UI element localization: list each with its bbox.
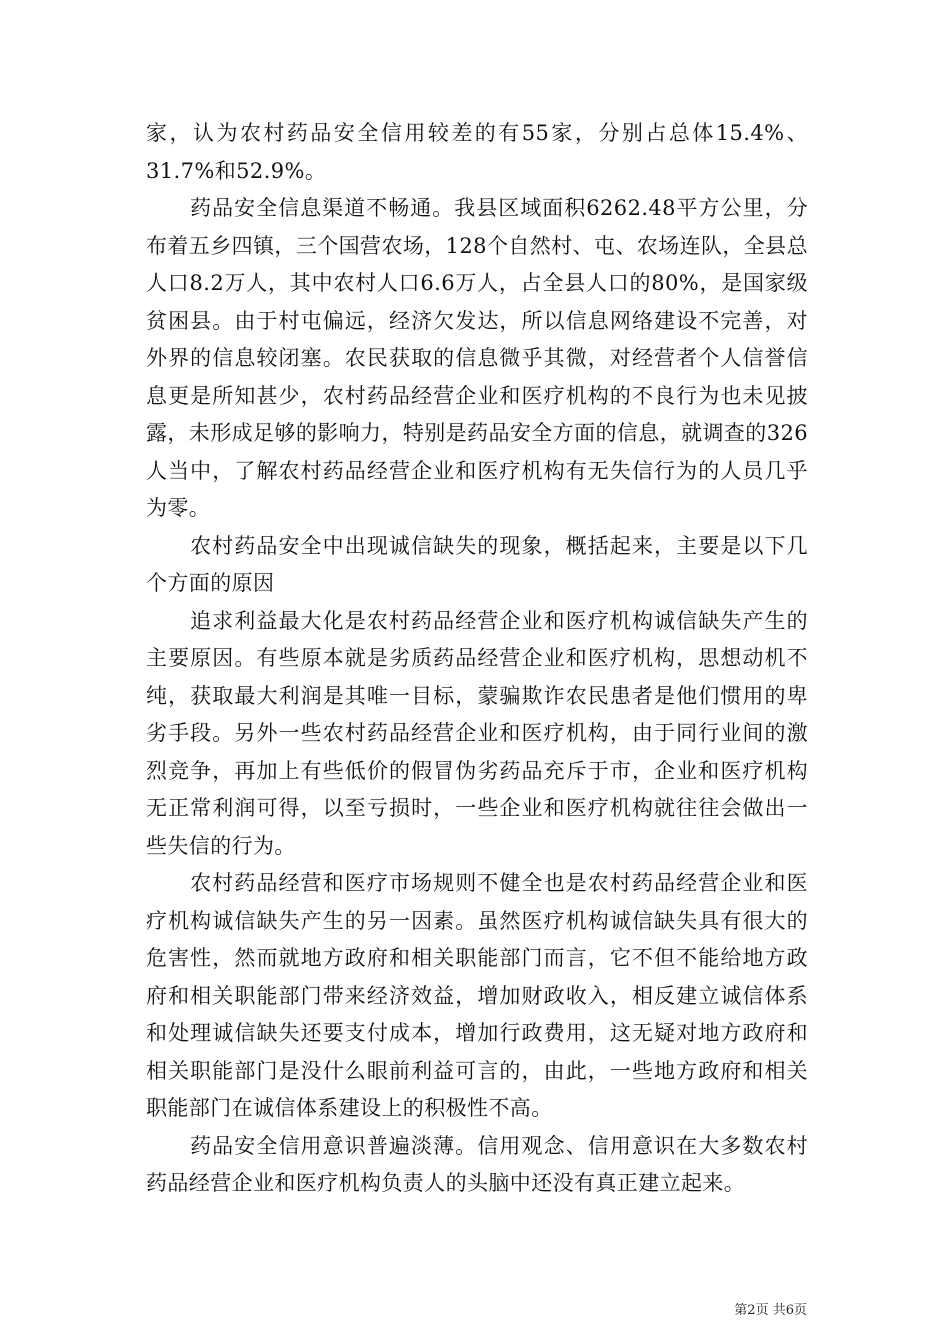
- footer-total-pages: 6: [785, 1303, 794, 1318]
- paragraph-market-rules: 农村药品经营和医疗市场规则不健全也是农村药品经营企业和医疗机构诚信缺失产生的另一因素。虽然医疗机构诚信缺失具有很大的危害性，然而就地方政府和相关职能部门而言，它不但不能给地方政府和相关职能部门带来经济效益，增加财政收入，相反建立诚信体系和处理诚信缺失还要支付成本，增加行政费用，这无疑对地方政府和相关职能部门是没什么眼前利益可言的，由此，一些地方政府和相关职能部门在诚信体系建设上的积极性不高。: [146, 871, 808, 1120]
- footer-current-page: 2: [747, 1303, 756, 1318]
- footer-middle: 页 共: [755, 1303, 786, 1318]
- paragraph-credit-awareness: 药品安全信用意识普遍淡薄。信用观念、信用意识在大多数农村药品经营企业和医疗机构负责人的头脑中还没有真正建立起来。: [146, 1133, 808, 1195]
- footer-suffix: 页: [793, 1303, 807, 1318]
- paragraph-causes-intro: 农村药品安全中出现诚信缺失的现象，概括起来，主要是以下几个方面的原因: [146, 533, 808, 595]
- paragraph-continuation: 家，认为农村药品安全信用较差的有55家，分别占总体15.4%、31.7%和52.9%。: [146, 121, 808, 183]
- footer-prefix: 第: [734, 1303, 748, 1318]
- paragraph-profit-motive: 追求利益最大化是农村药品经营企业和医疗机构诚信缺失产生的主要原因。有些原本就是劣质药品经营企业和医疗机构，思想动机不纯，获取最大利润是其唯一目标，蒙骗欺诈农民患者是他们惯用的卑劣手段。另外一些农村药品经营企业和医疗机构，由于同行业间的激烈竞争，再加上有些低价的假冒伪劣药品充斥于市，企业和医疗机构无正常利润可得，以至亏损时，一些企业和医疗机构就往往会做出一些失信的行为。: [146, 608, 808, 858]
- page-footer: [734, 1299, 807, 1318]
- document-body: [146, 115, 808, 1203]
- paragraph-info-channel: 药品安全信息渠道不畅通。我县区域面积6262.48平方公里，分布着五乡四镇，三个国营农场，128个自然村、屯、农场连队，全县总人口8.2万人，其中农村人口6.6万人，占全县人口的80%，是国家级贫困县。由于村屯偏远，经济欠发达，所以信息网络建设不完善，对外界的信息较闭塞。农民获取的信息微乎其微，对经营者个人信誉信息更是所知甚少，农村药品经营企业和医疗机构的不良行为也未见披露，未形成足够的影响力，特别是药品安全方面的信息，就调查的326人当中，了解农村药品经营企业和医疗机构有无失信行为的人员几乎为零。: [146, 196, 808, 520]
